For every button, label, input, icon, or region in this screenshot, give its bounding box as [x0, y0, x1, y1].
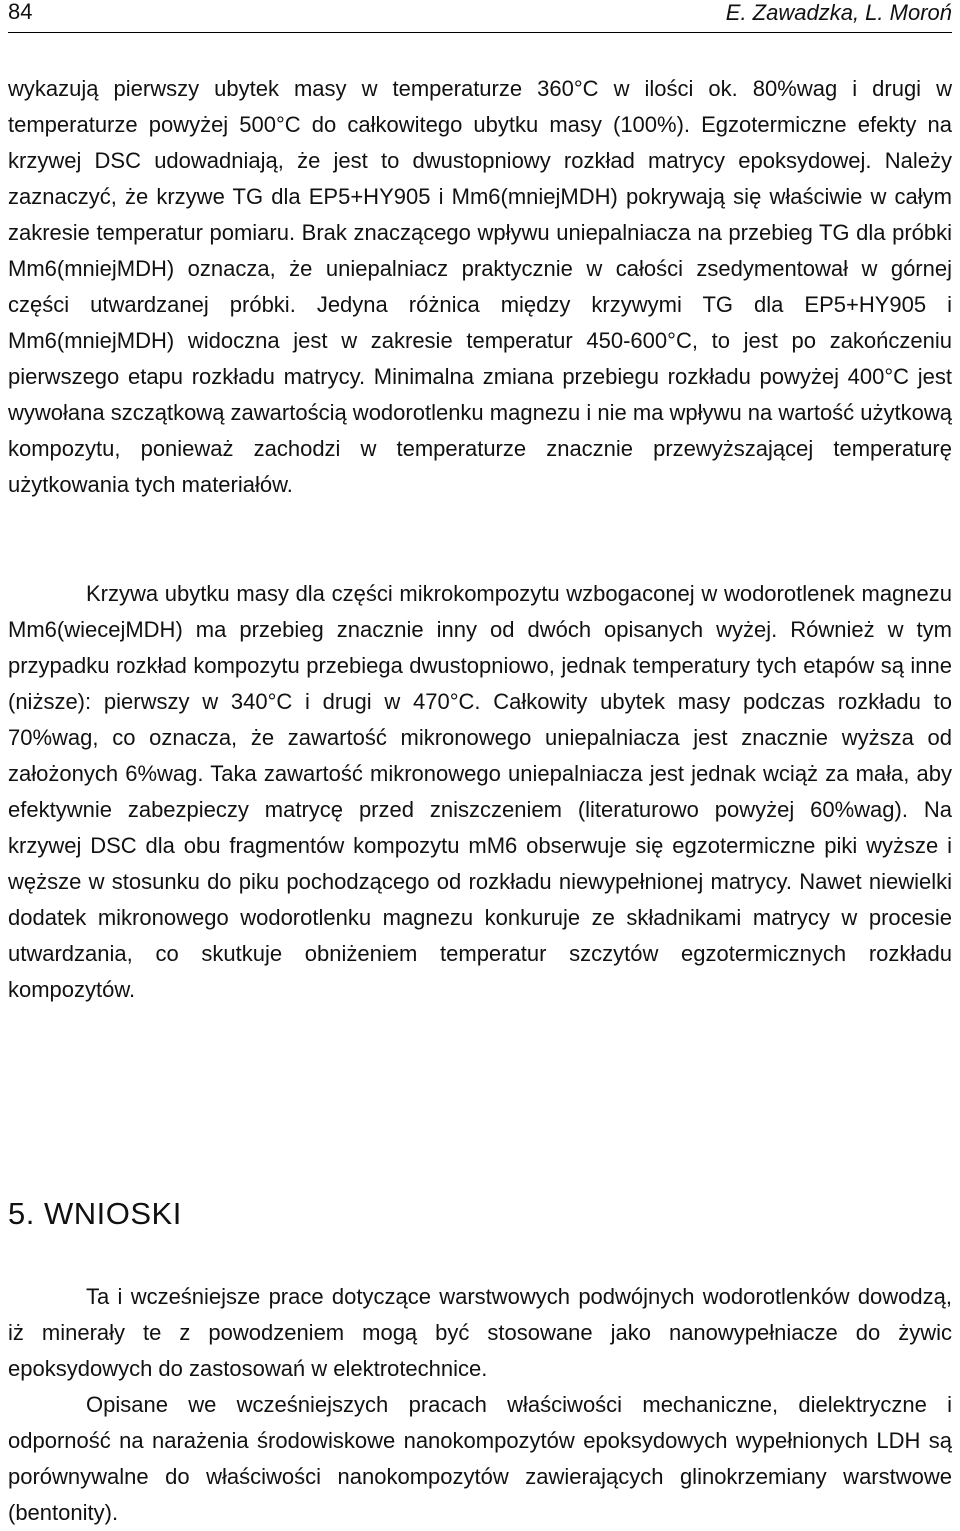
page-header — [8, 0, 952, 33]
running-head: E. Zawadzka, L. Moroń — [725, 0, 952, 25]
conclusions-paragraph: Ta i wcześniejsze prace dotyczące warstwowych podwójnych wodorotlenków dowodzą, iż minerały te z powodzeniem mogą być stosowane jako nanowypełniacze do żywic epoksydowych do zastosowań w elektrotechnice. — [8, 1284, 952, 1381]
body-paragraph: wykazują pierwszy ubytek masy w temperaturze 360°C w ilości ok. 80%wag i drugi w temperaturze powyżej 500°C do całkowitego ubytku masy (100%). Egzotermiczne efekty na krzywej DSC udowadniają, że jest to dwustopniowy rozkład matrycy epoksydowej. Należy zaznaczyć, że krzywe TG dla EP5+HY905 i Mm6(mniejMDH) pokrywają się właściwie w całym zakresie temperatur pomiaru. Brak znaczącego wpływu uniepalniacza na przebieg TG dla próbki Mm6(mniejMDH) oznacza, że uniepalniacz praktycznie w całości zsedymentował w górnej części utwardzanej próbki. Jedyna różnica między krzywymi TG dla EP5+HY905 i Mm6(mniejMDH) widoczna jest w zakresie temperatur 450-600°C, to jest po zakończeniu pierwszego etapu rozkładu matrycy. Minimalna zmiana przebiegu rozkładu powyżej 400°C jest wywołana szczątkową zawartością wodorotlenku magnezu i nie ma wpływu na wartość użytkową kompozytu, ponieważ zachodzi w temperaturze znacznie przewyższającej temperaturę użytkowania tych materiałów. — [8, 76, 952, 497]
conclusions-paragraph: Opisane we wcześniejszych pracach właściwości mechaniczne, dielektryczne i odporność na narażenia środowiskowe nanokompozytów epoksydowych wypełnionych LDH są porównywalne do właściwości nanokompozytów zawierających glinokrzemiany warstwowe (bentonity). — [8, 1392, 952, 1525]
section-heading: 5. WNIOSKI — [8, 1196, 182, 1231]
body-paragraph: Krzywa ubytku masy dla części mikrokompozytu wzbogaconej w wodorotlenek magnezu Mm6(wiecejMDH) ma przebieg znacznie inny od dwóch opisanych wyżej. Również w tym przypadku rozkład kompozytu przebiega dwustopniowo, jednak temperatury tych etapów są inne (niższe): pierwszy w 340°C i drugi w 470°C. Całkowity ubytek masy podczas rozkładu to 70%wag, co oznacza, że zawartość mikronowego uniepalniacza jest znacznie wyższa od założonych 6%wag. Taka zawartość mikronowego uniepalniacza jest jednak wciąż za mała, aby efektywnie zabezpieczy matrycę przed zniszczeniem (literaturowo powyżej 60%wag). Na krzywej DSC dla obu fragmentów kompozytu mM6 obserwuje się egzotermiczne piki wyższe i węższe w stosunku do piku pochodzącego od rozkładu niewypełnionej matrycy. Nawet niewielki dodatek mikronowego wodorotlenku magnezu konkuruje ze składnikami matrycy w procesie utwardzania, co skutkuje obniżeniem temperatur szczytów egzotermicznych rozkładu kompozytów. — [8, 581, 952, 1002]
page-number: 84 — [8, 0, 33, 24]
